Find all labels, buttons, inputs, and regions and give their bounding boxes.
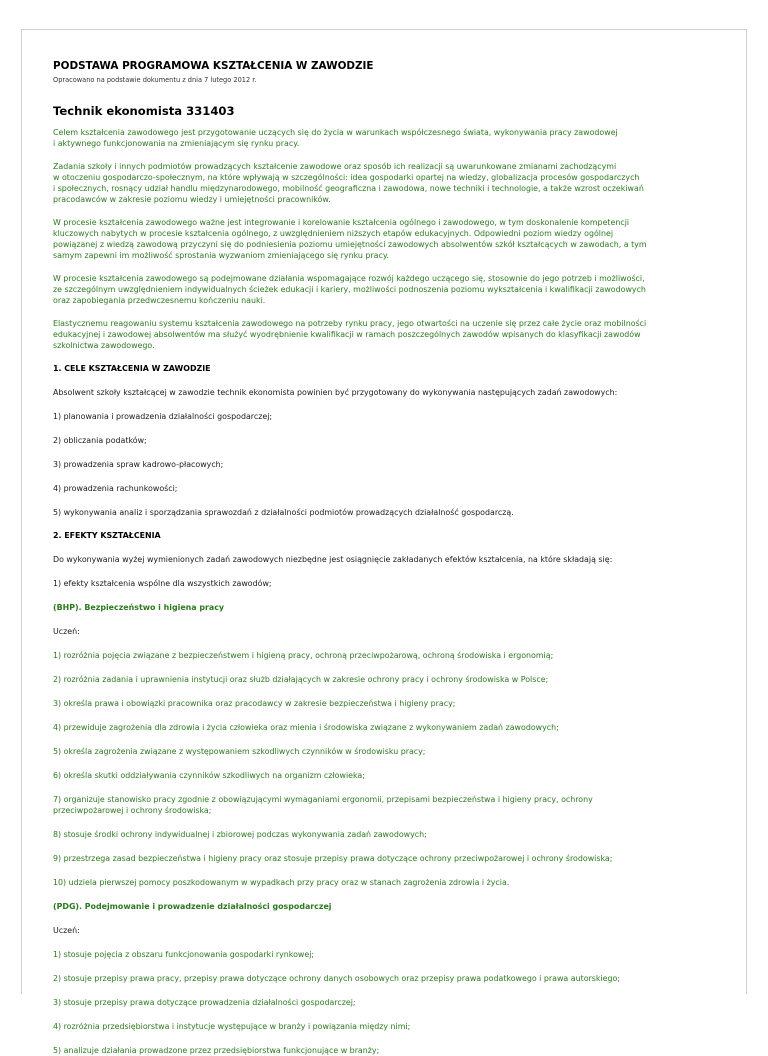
section-2-item-1: 1) efekty kształcenia wspólne dla wszystkich zawodów; [53,579,272,588]
intro-line: Zadania szkoły i innych podmiotów prowadzących kształcenie zawodowe oraz sposób ich realizacji są uwarunkowane zmianami zachodzącymi [53,162,617,171]
intro-line: w otoczeniu gospodarczo-społecznym, na które wpływają w szczególności: idea gospodarki opartej na wiedzy, globalizacja procesów gospodarczych [53,173,640,182]
intro-line: ze szczególnym uwzględnieniem indywidualnych ścieżek edukacji i kariery, możliwości podnoszenia poziomu wykształcenia i kwalifikacji zawodowych [53,285,646,294]
bhp-student-label: Uczeń: [53,627,80,636]
intro-line: oraz zapobiegania przedwczesnemu kończeniu nauki. [53,296,266,305]
bhp-list [53,650,715,888]
list-item: 2) obliczania podatków; [53,436,147,445]
list-item: 3) prowadzenia spraw kadrowo-płacowych; [53,460,224,469]
intro-paragraph [53,217,715,261]
intro-line: i społecznych, rosnący udział handlu międzynarodowego, mobilność geograficzna i zawodowa, nowe techniki i technologie, a także wzrost oczekiwań [53,184,644,193]
intro-line: szkolnictwa zawodowego. [53,341,155,350]
intro-paragraphs [53,127,715,351]
pdg-section-title: (PDG). Podejmowanie i prowadzenie działalności gospodarczej [53,902,332,911]
list-item-line: 3) określa prawa i obowiązki pracownika oraz pracodawcy w zakresie bezpieczeństwa i higieny pracy; [53,699,456,708]
list-item [53,794,715,816]
intro-line: W procesie kształcenia zawodowego są podejmowane działania wspomagające rozwój każdego uczącego się, stosownie do jego potrzeb i możliwości, [53,274,645,283]
intro-paragraph [53,318,715,351]
section-1-intro: Absolwent szkoły kształcącej w zawodzie technik ekonomista powinien być przygotowany do wykonywania następujących zadań zawodowych: [53,388,618,397]
intro-paragraph [53,161,715,205]
list-item-line: 5) określa zagrożenia związane z występowaniem szkodliwych czynników w środowisku pracy; [53,747,426,756]
pdg-student-label: Uczeń: [53,926,80,935]
list-item [53,853,715,864]
intro-line: edukacyjnej i zawodowej absolwentów ma służyć wyodrębnienie kwalifikacji w ramach poszczególnych zawodów wpisanych do klasyfikacji zawodów [53,330,641,339]
list-item-line: 1) rozróżnia pojęcia związane z bezpieczeństwem i higieną pracy, ochroną przeciwpożarową, ochroną środowiska i ergonomią; [53,651,554,660]
list-item [53,770,715,781]
intro-line: powiązanej z wiedzą zawodową przyczyni się do podniesienia poziomu umiejętności zawodowych absolwentów szkół kształcących w zawodach, a tym [53,240,647,249]
list-item [53,877,715,888]
list-item-line: 8) stosuje środki ochrony indywidualnej i zbiorowej podczas wykonywania zadań zawodowych; [53,830,427,839]
section-2-title: 2. EFEKTY KSZTAŁCENIA [53,531,161,540]
list-item: 5) wykonywania analiz i sporządzania sprawozdań z działalności podmiotów prowadzących działalność gospodarczą. [53,508,514,517]
list-item [53,674,715,685]
list-item-line: 6) określa skutki oddziaływania czynników szkodliwych na organizm człowieka; [53,771,365,780]
list-item: 4) prowadzenia rachunkowości; [53,484,178,493]
intro-paragraph [53,127,715,149]
intro-paragraph [53,273,715,306]
document-page [21,29,747,1055]
intro-line: W procesie kształcenia zawodowego ważne jest integrowanie i korelowanie kształcenia ogólnego i zawodowego, w tym doskonalenie kompetencji [53,218,630,227]
list-item [53,746,715,757]
section-1-list [53,411,715,518]
document-subtitle: Opracowano na podstawie dokumentu z dnia 7 lutego 2012 r. [53,76,257,84]
profession-heading: Technik ekonomista 331403 [53,104,235,118]
list-item: 2) stosuje przepisy prawa pracy, przepisy prawa dotyczące ochrony danych osobowych oraz przepisy prawa podatkowego i prawa autorskiego; [53,974,620,983]
list-item: 1) stosuje pojęcia z obszaru funkcjonowania gospodarki rynkowej; [53,950,315,959]
list-item: 3) stosuje przepisy prawa dotyczące prowadzenia działalności gospodarczej; [53,998,356,1007]
intro-line: samym zapewni im możliwość sprostania wyzwaniom zmieniającego się rynku pracy. [53,251,389,260]
list-item-line: 10) udziela pierwszej pomocy poszkodowanym w wypadkach przy pracy oraz w stanach zagrożenia zdrowia i życia. [53,878,510,887]
intro-line: pracodawców w zakresie poziomu wiedzy i umiejętności pracowników. [53,195,331,204]
list-item: 4) rozróżnia przedsiębiorstwa i instytucje występujące w branży i powiązania między nimi; [53,1022,411,1031]
list-item-line: 4) przewiduje zagrożenia dla zdrowia i życia człowieka oraz mienia i środowiska związane z wykonywaniem zadań zawodowych; [53,723,559,732]
list-item [53,829,715,840]
list-item-line: 2) rozróżnia zadania i uprawnienia instytucji oraz służb działających w zakresie ochrony pracy i ochrony środowiska w Polsce; [53,675,549,684]
document-title: PODSTAWA PROGRAMOWA KSZTAŁCENIA W ZAWODZIE [53,60,374,72]
intro-line: Elastycznemu reagowaniu systemu kształcenia zawodowego na potrzeby rynku pracy, jego otwartości na uczenie się przez całe życie oraz mobilności [53,319,647,328]
section-2-intro: Do wykonywania wyżej wymienionych zadań zawodowych niezbędne jest osiągnięcie zakładanych efektów kształcenia, na które składają się: [53,555,613,564]
list-item-line: 7) organizuje stanowisko pracy zgodnie z obowiązującymi wymaganiami ergonomii, przepisami bezpieczeństwa i higieny pracy, ochrony [53,795,593,804]
list-item-line: 9) przestrzega zasad bezpieczeństwa i higieny pracy oraz stosuje przepisy prawa dotyczące ochrony przeciwpożarowej i ochrony środowiska; [53,854,613,863]
list-item: 1) planowania i prowadzenia działalności gospodarczej; [53,412,273,421]
bhp-section-title: (BHP). Bezpieczeństwo i higiena pracy [53,603,225,612]
list-item: 5) analizuje działania prowadzone przez przedsiębiorstwa funkcjonujące w branży; [53,1046,380,1055]
list-item [53,698,715,709]
intro-line: Celem kształcenia zawodowego jest przygotowanie uczących się do życia w warunkach współczesnego świata, wykonywania pracy zawodowej [53,128,618,137]
list-item-line: przeciwpożarowej i ochrony środowiska; [53,806,212,815]
section-1-title: 1. CELE KSZTAŁCENIA W ZAWODZIE [53,364,211,373]
list-item [53,650,715,661]
intro-line: kluczowych nabytych w procesie kształcenia ogólnego, z uwzględnieniem niższych etapów edukacyjnych. Odpowiedni poziom wiedzy ogólnej [53,229,614,238]
pdg-list [53,949,715,1056]
intro-line: i aktywnego funkcjonowania na zmieniającym się rynku pracy. [53,139,300,148]
list-item [53,722,715,733]
